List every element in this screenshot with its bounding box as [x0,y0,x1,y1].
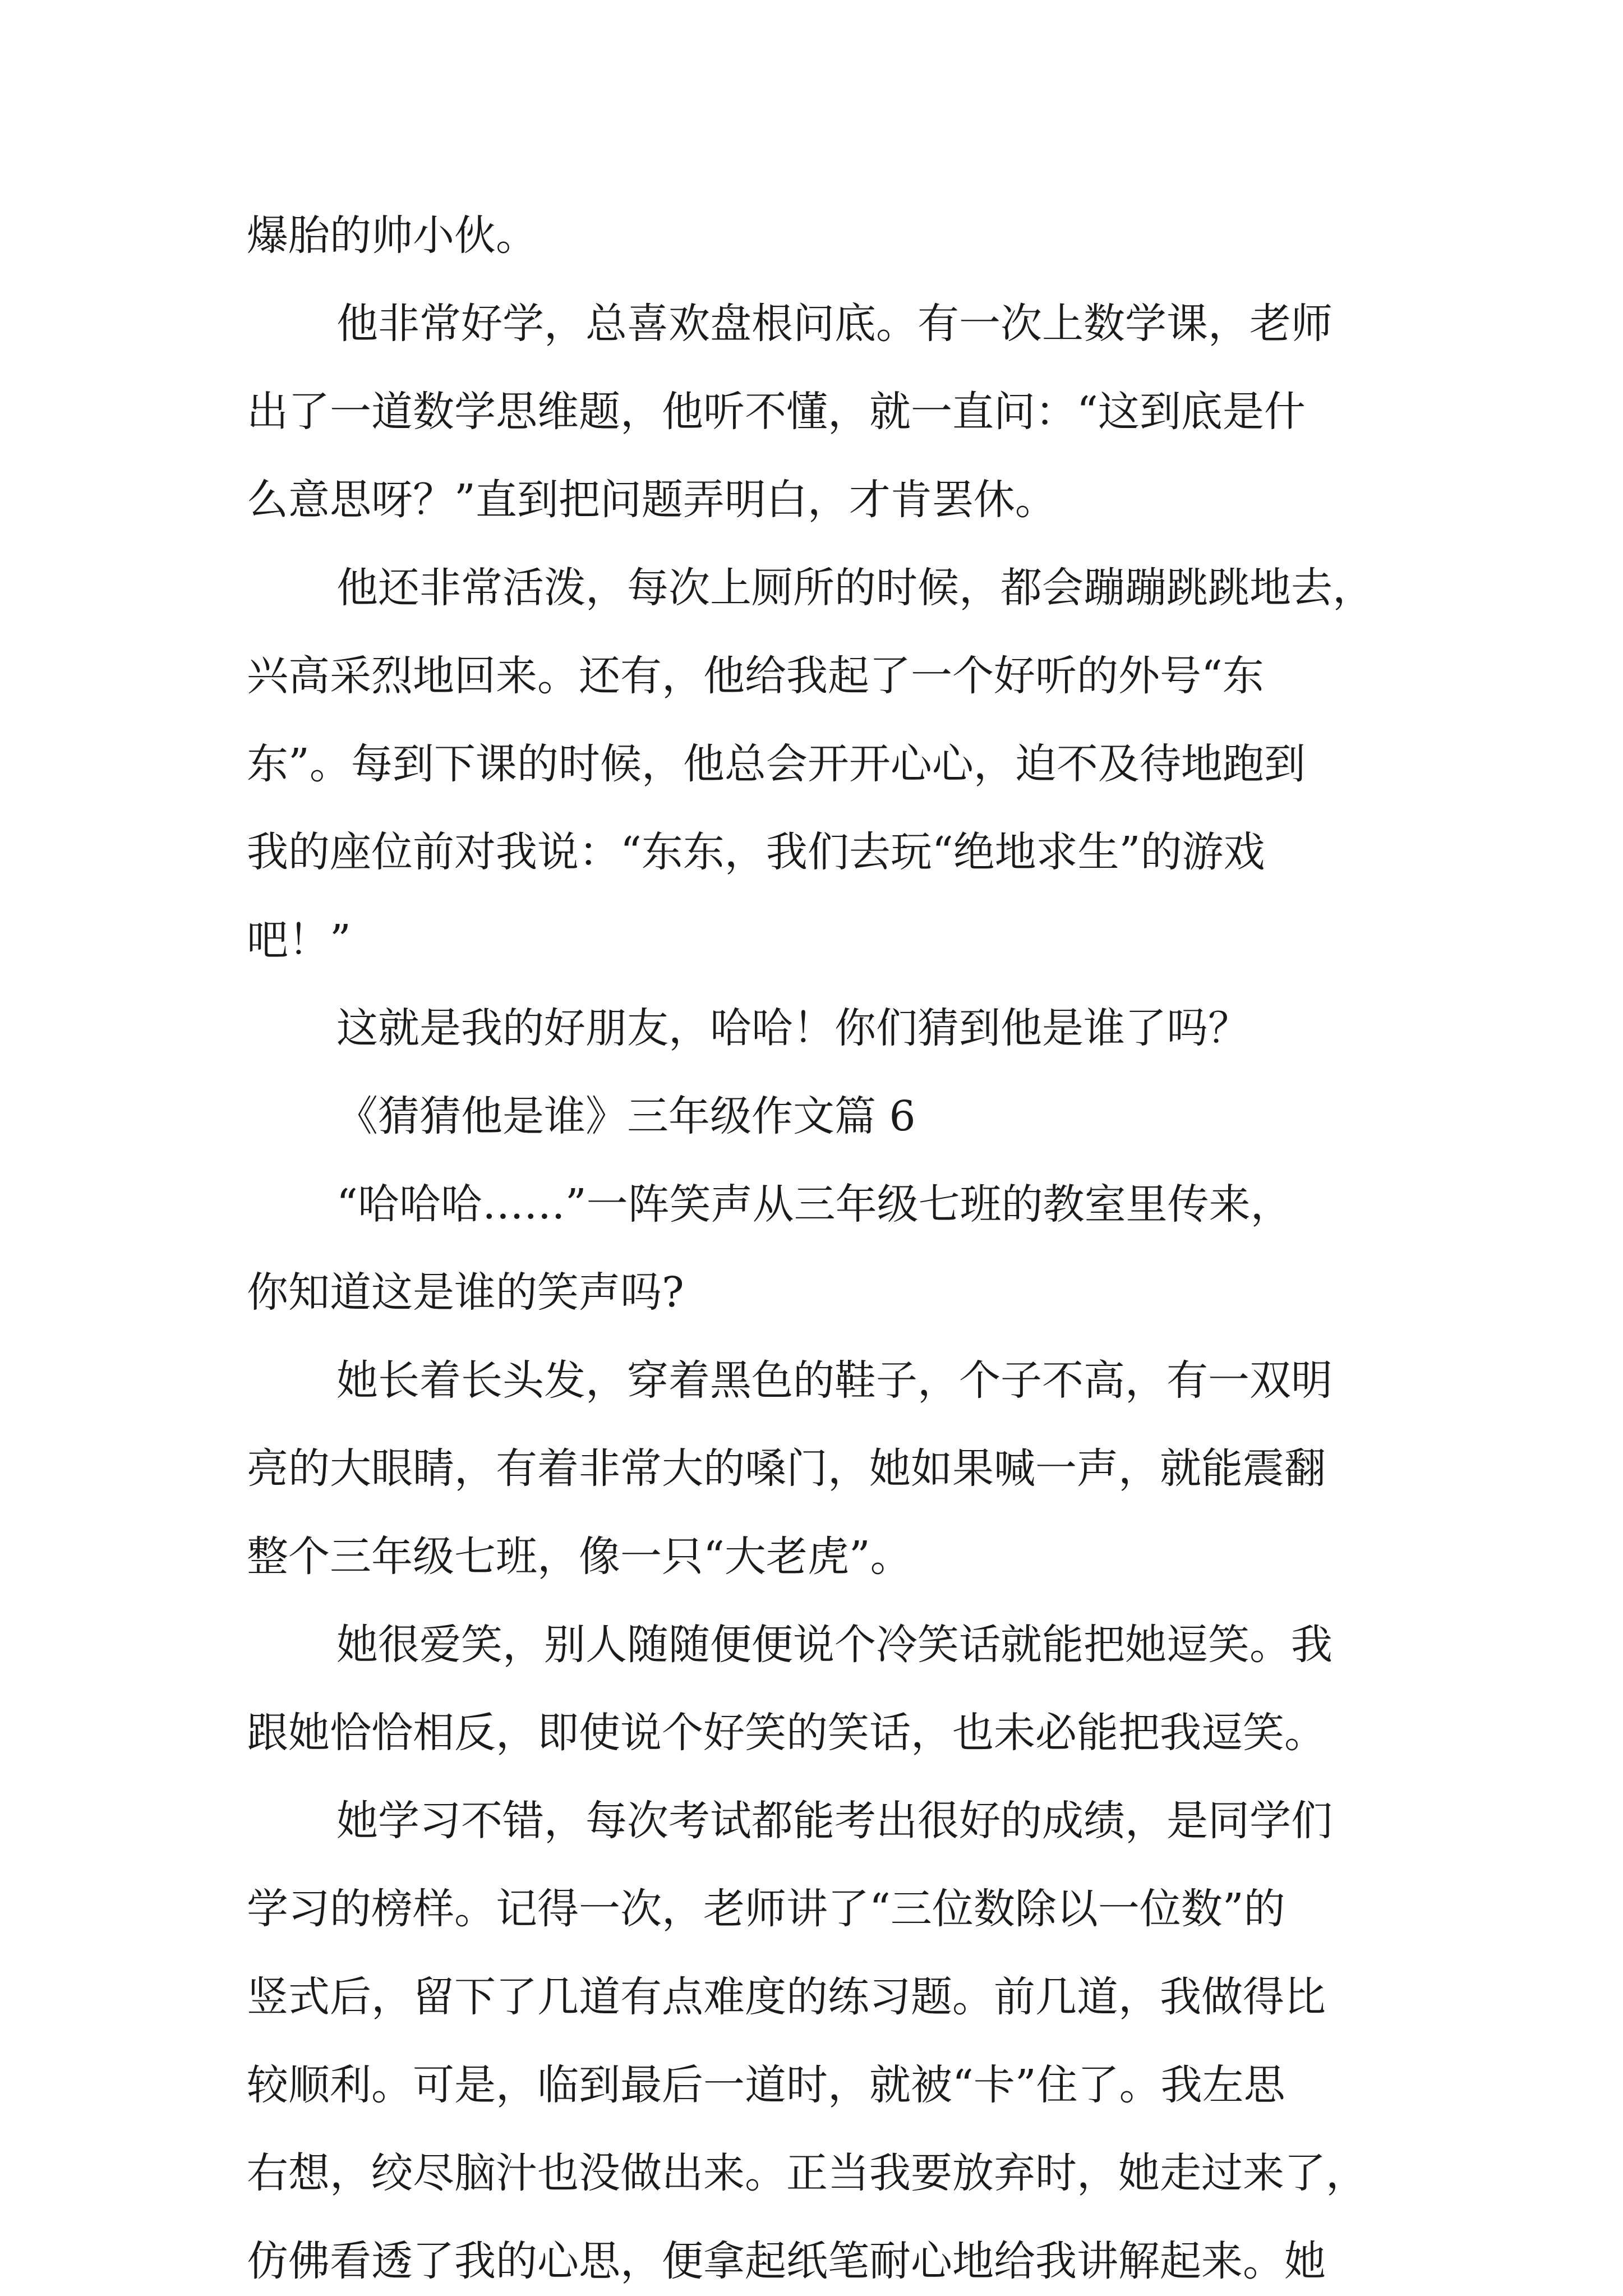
text-line: 我的座位前对我说：“东东，我们去玩“绝地求生”的游戏 [247,828,1265,876]
text-line: 她很爱笑，别人随随便便说个冷笑话就能把她逗笑。我 [336,1621,1332,1669]
text-line: 亮的大眼睛，有着非常大的嗓门，她如果喊一声，就能震翻 [247,1444,1326,1493]
text-line: 你知道这是谁的笑声吗? [247,1268,684,1317]
text-line: 东”。每到下课的时候，他总会开开心心，迫不及待地跑到 [247,740,1306,788]
text-line: 较顺利。可是，临到最后一道时，就被“卡”住了。我左思 [247,2061,1285,2109]
text-line: 右想，绞尽脑汁也没做出来。正当我要放弃时，她走过来了， [247,2149,1367,2197]
text-line: “哈哈哈……”一阵笑声从三年级七班的教室里传来， [336,1180,1292,1228]
text-line: 爆胎的帅小伙。 [247,211,537,260]
text-line: 竖式后，留下了几道有点难度的练习题。前几道，我做得比 [247,1973,1326,2021]
text-line: 他非常好学，总喜欢盘根问底。有一次上数学课，老师 [336,300,1332,348]
text-line: 她学习不错，每次考试都能考出很好的成绩，是同学们 [336,1797,1332,1845]
text-line: 吧！” [247,916,351,964]
section-heading: 《猜猜他是谁》三年级作文篇 6 [336,1092,916,1140]
text-line: 兴高采烈地回来。还有，他给我起了一个好听的外号“东 [247,652,1264,700]
text-line: 他还非常活泼，每次上厕所的时候，都会蹦蹦跳跳地去， [336,564,1374,612]
text-line: 跟她恰恰相反，即使说个好笑的笑话，也未必能把我逗笑。 [247,1709,1326,1757]
text-line: 整个三年级七班，像一只“大老虎”。 [247,1533,912,1581]
text-line: 这就是我的好朋友，哈哈！你们猜到他是谁了吗？ [336,1004,1249,1052]
text-line: 仿佛看透了我的心思，便拿起纸笔耐心地给我讲解起来。她 [247,2237,1326,2285]
text-line: 出了一道数学思维题，他听不懂，就一直问：“这到底是什 [247,388,1306,436]
text-line: 她长着长头发，穿着黑色的鞋子，个子不高，有一双明 [336,1356,1332,1405]
text-line: 学习的榜样。记得一次，老师讲了“三位数除以一位数”的 [247,1885,1285,1933]
text-line: 么意思呀？”直到把问题弄明白，才肯罢休。 [247,476,1057,524]
